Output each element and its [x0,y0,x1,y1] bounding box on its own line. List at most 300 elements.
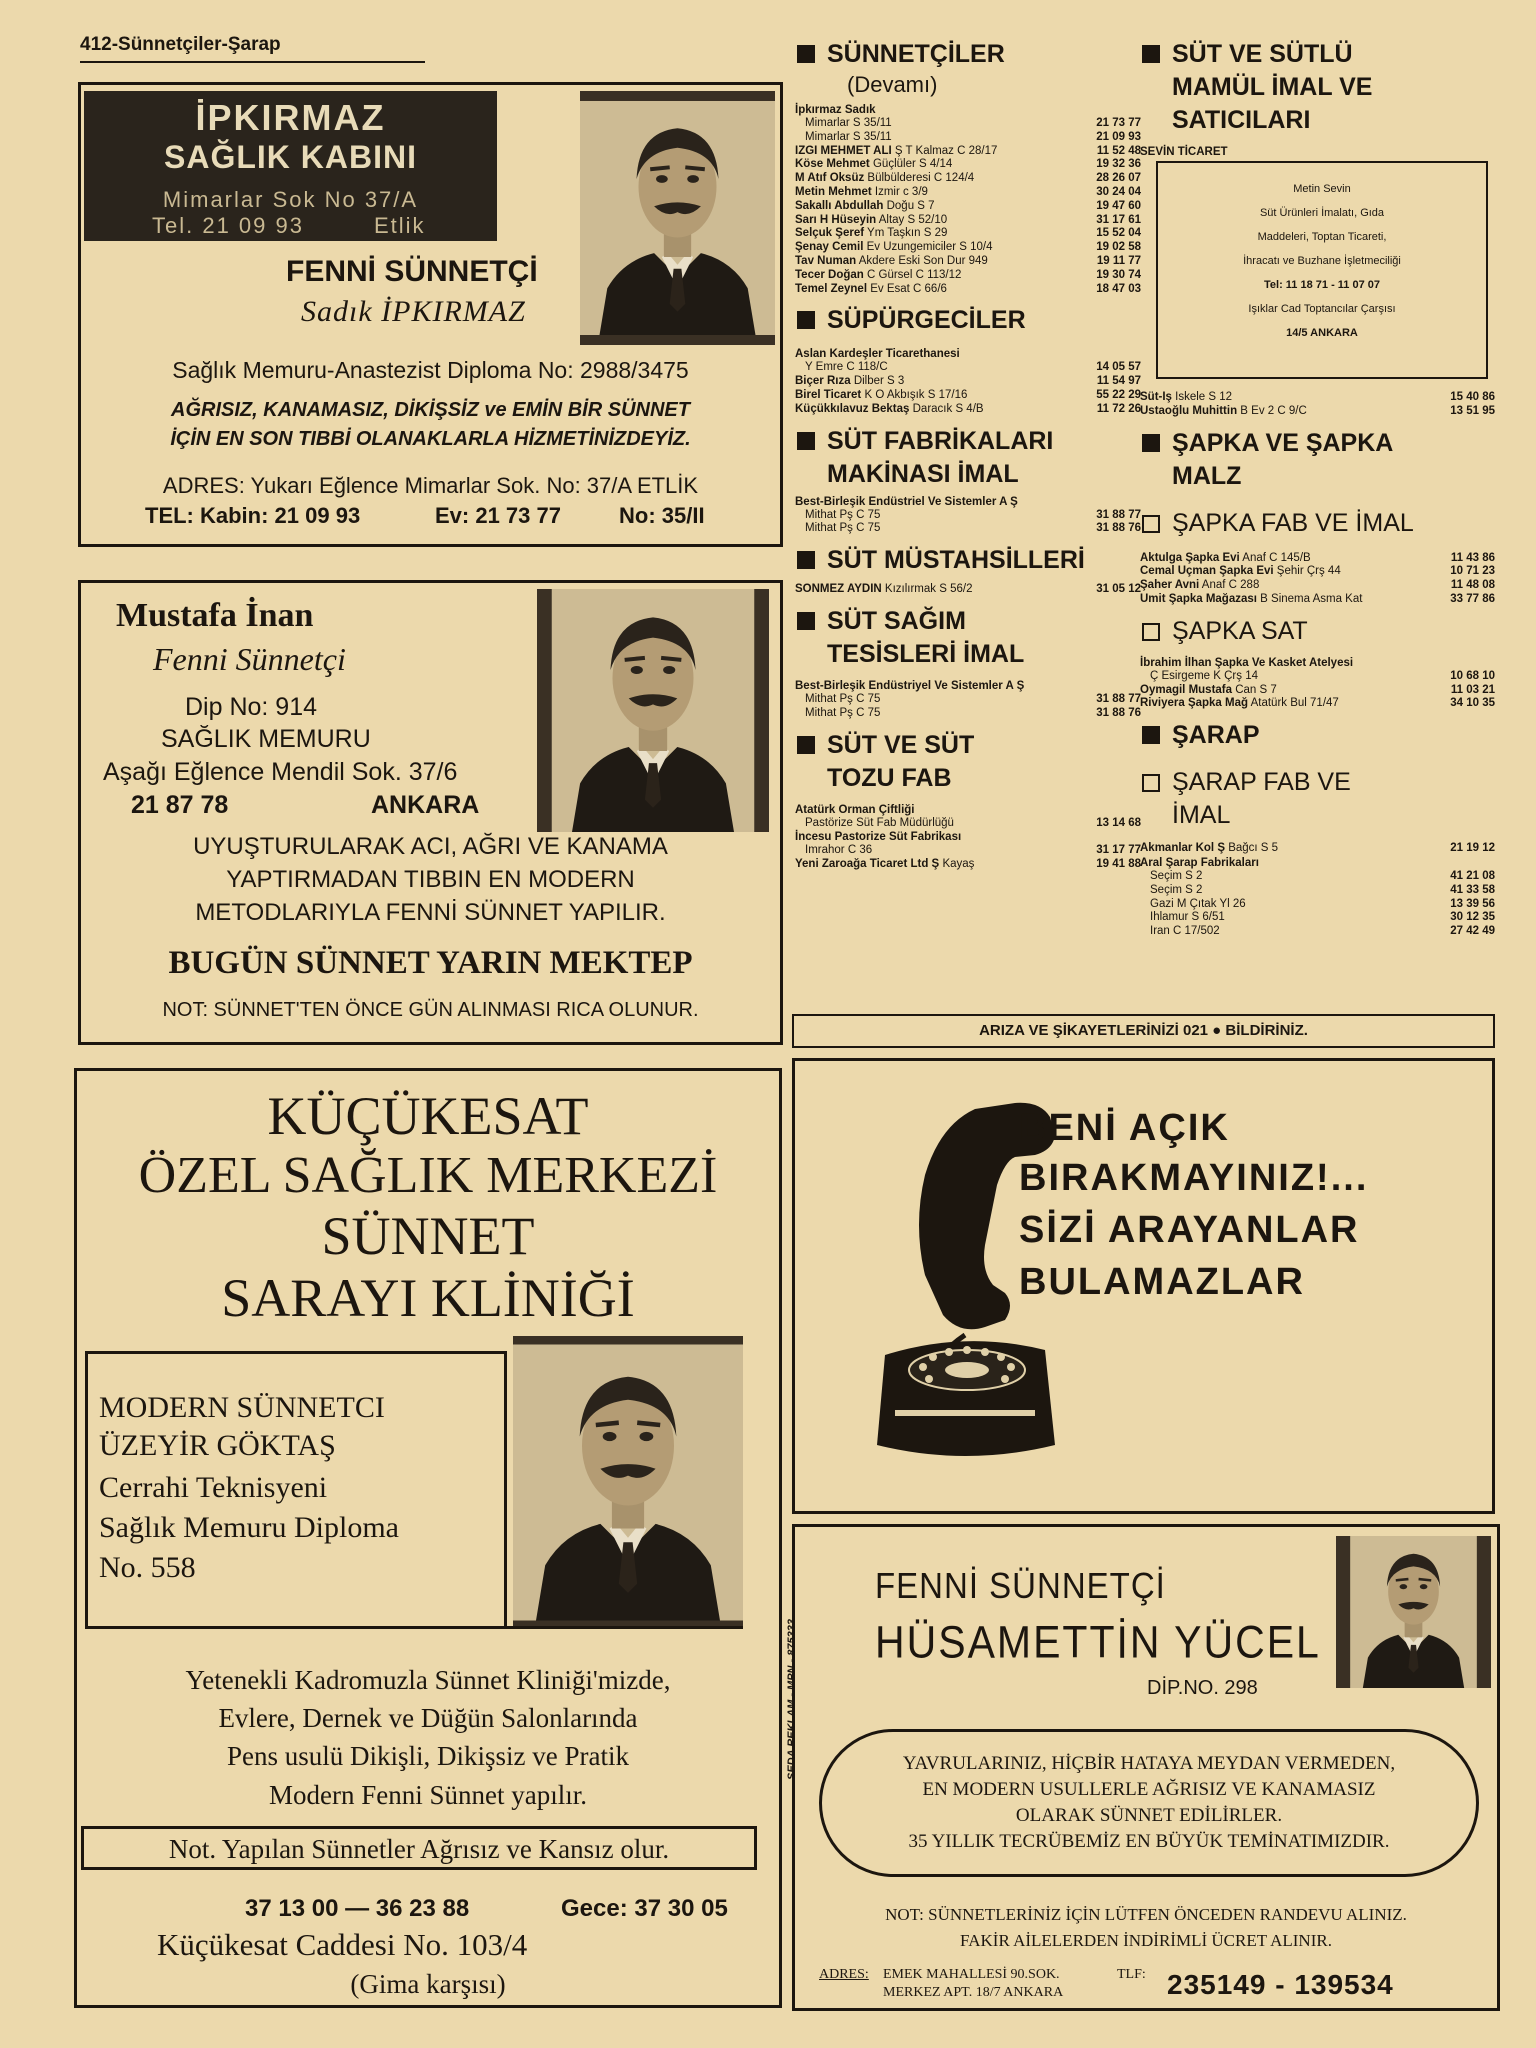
sevin-line: Süt Ürünleri İmalatı, Gıda [1259,207,1385,219]
listing-address: Ev Uzungemiciler S 10/4 [866,241,993,254]
listing-company-name: İbrahim İlhan Şapka Ve Kasket Atelyesi [1140,656,1354,669]
logo-line2: SAĞLIK KABINI [164,139,417,175]
listing-phone: 31 05 12 [1096,583,1141,596]
listing-person: Biçer Rıza [795,375,851,388]
heading-text: SÜPÜRGECİLER [827,306,1026,335]
listing-entry [1140,552,1495,566]
kucukesat-inner1: MODERN SÜNNETCI [99,1391,385,1424]
listing-phone: 19 11 77 [1096,254,1141,267]
listing-name [1140,565,1446,579]
sevin-line: Metin Sevin [1293,183,1351,195]
listing-phone: 41 21 08 [1450,869,1495,882]
listing-phone: 31 88 77 [1096,692,1141,705]
listing-person: Yeni Zaroağa Ticaret Ltd Ş [795,858,940,871]
sevin-line: İhracatı ve Buzhane İşletmeciliği [1243,255,1401,267]
listing-name [795,817,1092,831]
listing-phone: 11 48 08 [1450,579,1495,592]
kucukesat-inner4: Sağlık Memuru Diploma [99,1511,399,1544]
listing-name [1140,911,1446,925]
listing-entry [795,283,1141,297]
yucel-addr1: EMEK MAHALLESİ 90.SOK. [883,1967,1060,1982]
portrait-photo [580,91,775,345]
side-credit: SEDA REKLAM - MPN - 875333 [786,1619,798,1780]
listing-address: İhlamur S 6/51 [1150,911,1225,924]
yucel-tel-label: TLF: [1117,1967,1146,1982]
listing-phone: 14 05 57 [1096,361,1141,374]
listing-name [795,227,1092,241]
listing-name [1140,684,1447,698]
ipkirmaz-tel-kabin: TEL: Kabin: 21 09 93 [145,503,361,528]
heading-text: SÜT VE SÜT [827,730,975,759]
listing-person: Cemal Uçman Şapka Evi [1140,565,1274,578]
listing-company-name: Best-Birleşik Endüstriyel Ve Sistemler A Ş [795,679,1025,692]
heading-text: SÜT MÜSTAHSİLLERİ [827,546,1085,575]
listing-address: Mimarlar S 35/11 [805,117,892,129]
listing-name [795,214,1092,228]
heading-text: ŞAPKA SAT [1172,616,1308,645]
listing-name [795,255,1093,269]
kucukesat-line3: SÜNNET [321,1206,535,1266]
heading-sarap [1140,719,1495,752]
listing-phone: 30 12 35 [1450,911,1495,924]
listing-person: Küçükkılavuz Bektaş [795,402,910,415]
yucel-oval1: YAVRULARINIZ, HİÇBİR HATAYA MEYDAN VERMEDEN, [902,1753,1396,1774]
listing-entry [795,241,1141,255]
listing-address: Daracık S 4/B [912,402,984,415]
yucel-addr-label: ADRES: [819,1967,869,1982]
sevin-line: Işıklar Cad Toptancılar Çarşısı [1248,303,1396,315]
listing-address: Bülbülderesi C 124/4 [867,172,975,185]
listing-address: Ev Esat C 66/6 [870,282,947,295]
kucukesat-address: Küçükesat Caddesi No. 103/4 [157,1927,528,1962]
heading-sut-sutlu-3 [1140,104,1495,137]
listing-person: Tecer Doğan [795,268,864,281]
listing-name [795,131,1092,145]
kucukesat-phones: 37 13 00 — 36 23 88 [245,1895,470,1922]
logo-line3: Mimarlar Sok No 37/A [162,187,419,212]
listing-name [795,389,1092,403]
listing-address: B Ev 2 C 9/C [1240,404,1307,417]
inan-phone: 21 87 78 [131,791,229,819]
phone-line4: BULAMAZLAR [1019,1261,1305,1303]
listing-person: Selçuk Şeref [795,227,865,240]
listing-phone: 18 47 03 [1096,282,1141,295]
listing-name [795,522,1092,536]
listing-address: İran C 17/502 [1150,925,1220,938]
listing-name [1140,405,1446,419]
listing-company-name: İpkırmaz Sadık [795,104,876,116]
listing-address: Altay S 52/10 [878,213,948,226]
bullet-square-icon [1142,726,1160,744]
listing-person: İZGİ MEHMET ALİ [795,144,892,157]
phone-line1: BENİ AÇIK [1019,1107,1230,1149]
listing-phone: 33 77 86 [1450,592,1495,605]
portrait-photo [513,1336,743,1629]
inan-desc2: YAPTIRMADAN TIBBIN EN MODERN [226,866,635,893]
listing-entry [795,186,1141,200]
listing-entry [1140,593,1495,607]
listing-entry [1140,911,1495,925]
ad-ipkirmaz [78,82,783,547]
listing-phone: 19 30 74 [1096,268,1141,281]
listing-sapka-sat [1140,656,1495,711]
listing-address: Şehir Çrş 44 [1276,565,1341,578]
listing-address: Ç Esirgeme K Çrş 14 [1150,669,1259,682]
listing-entry [1140,898,1495,912]
listing-phone: 41 33 58 [1450,883,1495,896]
listing-phone: 10 71 23 [1450,565,1495,578]
listing-name [1140,579,1447,593]
listing-person: Temel Zeynel [795,282,868,295]
yucel-oval2: EN MODERN USULLERLE AĞRISIZ VE KANAMASIZ [922,1779,1376,1800]
listing-entry [795,858,1141,872]
listing-entry [795,844,1141,858]
listing-person: Ustaoğlu Muhittin [1140,404,1238,417]
listing-entry [795,693,1141,707]
inan-dip: Dip No: 914 [185,693,318,721]
listing-entry [1140,697,1495,711]
logo-line1: İPKIRMAZ [195,97,386,138]
listing-entry [795,117,1141,131]
listing-name [1140,884,1446,898]
heading-sunnetciler [795,38,1141,71]
listing-sut-mustahsilleri [795,583,1141,597]
listing-address: K Ö Akbışık S 17/16 [864,388,968,401]
listing-company-name: Best-Birleşik Endüstriel Ve Sistemler A Ş [795,495,1018,508]
listing-phone: 11 52 48 [1096,144,1141,157]
listing-address: Bağcı S 5 [1228,842,1279,855]
heading-text: MALZ [1172,461,1242,490]
sevin-label: SEVİN TİCARET [1140,146,1228,158]
listing-address: İzmir c 3/9 [874,185,928,198]
yucel-name: HÜSAMETTİN YÜCEL [875,1616,1321,1668]
header-rule [80,61,425,63]
bullet-square-icon [797,45,815,63]
listing-name [1140,870,1446,884]
heading-sarap-fab [1140,766,1495,799]
bullet-square-icon [797,311,815,329]
listing-address: C Gürsel C 113/12 [867,268,962,281]
directory-column-2 [1140,38,1495,939]
listing-address: Can S 7 [1235,683,1277,696]
listing-entry [795,269,1141,283]
heading-sut-sutlu-2 [1140,71,1495,104]
listing-name [795,509,1092,523]
listing-name [795,693,1092,707]
kucukesat-line4: SARAYI KLİNİĞİ [221,1268,635,1328]
ipkirmaz-title: FENNİ SÜNNETÇİ [286,255,538,288]
portrait-photo [1336,1536,1491,1688]
listing-person: Şenay Cemil [795,241,864,254]
listing-address: Mimarlar S 35/11 [805,130,892,143]
listing-entry [1140,684,1495,698]
bullet-square-icon [797,736,815,754]
listing-name [795,241,1092,255]
listing-phone: 11 54 97 [1096,375,1141,388]
logo-line4: Tel. 21 09 93 [152,213,304,238]
listing-name [795,403,1093,417]
listing-entry [1140,565,1495,579]
inan-desc1: UYUŞTURULARAK ACI, AĞRI VE KANAMA [193,833,668,860]
sevin-line: Tel: 11 18 71 - 11 07 07 [1264,279,1380,291]
heading-sut-mustahsilleri [795,544,1141,577]
inan-role: SAĞLIK MEMURU [161,725,371,753]
listing-phone: 15 40 86 [1450,391,1495,403]
listing-phone: 19 41 88 [1096,858,1141,871]
listing-entry [795,522,1141,536]
listing-name [1140,593,1446,607]
heading-sut-fab [795,425,1141,458]
listing-name [1140,898,1446,912]
directory-column-1 [795,38,1141,872]
inan-desc3: METODLARIYLA FENNİ SÜNNET YAPILIR. [195,899,666,926]
heading-sut-fab-2 [795,458,1141,491]
listing-entry [795,817,1141,831]
yucel-oval4: 35 YILLIK TECRÜBEMİZ EN BÜYÜK TEMİNATIMIZDIR. [908,1831,1390,1852]
listing-person: Ümit Şapka Mağazası [1140,592,1257,605]
listing-entry [795,403,1141,417]
listing-phone: 31 17 77 [1096,844,1141,857]
ad-phone [792,1058,1495,1514]
heading-text: SATICILARI [1172,106,1311,134]
listing-phone: 19 02 58 [1096,241,1141,254]
listing-entry [795,227,1141,241]
ipkirmaz-tel-ev: Ev: 21 73 77 [435,503,561,528]
heading-text: ŞARAP [1172,721,1260,750]
listing-address: Seçim S 2 [1150,869,1203,882]
yucel-dip: DİP.NO. 298 [1147,1677,1258,1699]
heading-sapka-fab [1140,507,1495,540]
listing-sut-sutlu [1140,391,1495,419]
ipkirmaz-address: ADRES: Yukarı Eğlence Mimarlar Sok. No: 37/A ETLİK [162,473,699,498]
listing-address: Mithat Pş C 75 [805,692,881,705]
listing-phone: 11 03 21 [1450,683,1495,696]
listing-phone: 10 68 10 [1450,669,1495,682]
listing-name [795,583,1092,597]
listing-sut-fab [795,495,1141,537]
kucukesat-desc4: Modern Fenni Sünnet yapılır. [269,1780,587,1810]
listing-entry [795,214,1141,228]
heading-sarap-fab-2 [1140,799,1495,832]
heading-text: SÜT VE SÜTLÜ [1172,40,1353,68]
portrait-photo [537,589,769,832]
listing-entry [1140,405,1495,419]
yucel-title: FENNİ SÜNNETÇİ [875,1565,1166,1606]
listing-name [795,361,1092,375]
ad-inan [78,580,783,1045]
bullet-square-icon [1142,434,1160,452]
kucukesat-landmark: (Gima karşısı) [350,1969,506,1999]
listing-phone: 19 47 60 [1096,199,1141,212]
heading-text: SÜNNETÇİLER [827,40,1005,68]
kucukesat-desc3: Pens usulü Dikişli, Dikişsiz ve Pratik [226,1741,629,1771]
listing-sut-tozu [795,803,1141,872]
kucukesat-inner-rule [507,1626,743,1629]
listing-person: Birel Ticaret [795,388,862,401]
listing-address: Kayaş [942,858,975,871]
listing-entry [1140,870,1495,884]
yucel-oval3: OLARAK SÜNNET EDİLİRLER. [1015,1805,1283,1826]
bullet-square-icon [797,612,815,630]
inan-slogan: BUGÜN SÜNNET YARIN MEKTEP [168,945,693,981]
listing-phone: 19 32 36 [1096,158,1141,171]
page-title: 412-Sünnetçiler-Şarap [80,34,281,55]
yucel-phones: 235149 - 139534 [1167,1969,1394,2000]
listing-phone: 31 88 76 [1096,522,1141,535]
listing-phone: 11 43 86 [1450,551,1495,564]
listing-address: Doğu S 7 [886,199,935,212]
listing-name [795,186,1092,200]
heading-text: MAKİNASI İMAL [827,459,1019,488]
listing-phone: 21 19 12 [1450,842,1495,855]
listing-name [795,858,1092,872]
ad-kucukesat [74,1068,782,2008]
ipkirmaz-tel-no: No: 35/II [619,503,705,528]
ipkirmaz-logo [84,91,497,241]
listing-phone: 21 73 77 [1096,117,1141,129]
listing-address: Seçim S 2 [1150,883,1203,896]
listing-person: SÖNMEZ AYDIN [795,583,882,596]
listing-name [795,145,1093,159]
listing-company-name: Atatürk Orman Çiftliği [795,803,915,816]
ariza-bar: ARIZA VE ŞİKAYETLERİNİZİ 021 ● BİLDİRİNİZ. [792,1014,1495,1048]
ipkirmaz-slogan1: AĞRISIZ, KANAMASIZ, DİKİŞSİZ ve EMİN BİR SÜNNET [171,399,690,421]
kucukesat-line2: ÖZEL SAĞLIK MERKEZİ [138,1147,718,1204]
listing-entry [795,389,1141,403]
listing-name [795,844,1092,858]
logo-line4b: Etlik [374,213,426,238]
kucukesat-night: Gece: 37 30 05 [561,1895,728,1922]
listing-entry [795,131,1141,145]
ad-yucel [792,1524,1500,2011]
heading-sapka [1140,427,1495,460]
listing-phone: 31 88 76 [1096,706,1141,719]
heading-supurgeciler [795,304,1141,337]
bullet-square-icon [797,551,815,569]
listing-entry [1140,842,1495,856]
listing-sunnetciler [795,103,1141,296]
heading-devami: (Devamı) [847,72,938,97]
listing-person: Köse Mehmet [795,158,870,171]
listing-phone: 13 14 68 [1096,816,1141,829]
listing-address: İmrahor C 36 [805,844,873,857]
listing-name [1140,552,1447,566]
sevin-line: Maddeleri, Toptan Ticareti, [1257,231,1387,243]
listing-phone: 31 17 61 [1096,213,1141,226]
listing-person: Tav Numan [795,254,857,267]
listing-person: Sakallı Abdullah [795,199,884,212]
listing-person: Oymagil Mustafa [1140,683,1233,696]
checkbox-square-icon [1142,774,1160,792]
heading-text: MAMÜL İMAL VE [1172,73,1373,101]
listing-name [1140,670,1446,684]
kucukesat-inner2: ÜZEYİR GÖKTAŞ [99,1429,336,1462]
sevin-line: 14/5 ANKARA [1286,327,1358,339]
listing-company-name: Aslan Kardeşler Ticarethanesi [795,348,960,361]
listing-name [795,158,1092,172]
yucel-note1: NOT: SÜNNETLERİNİZ İÇİN LÜTFEN ÖNCEDEN RANDEVU ALINIZ. [885,1905,1407,1924]
listing-phone: 11 72 26 [1096,402,1141,415]
listing-name [795,172,1092,186]
listing-address: Kızılırmak S 56/2 [884,583,973,596]
heading-text: SÜT FABRİKALARI [827,426,1054,455]
listing-phone: 21 09 93 [1096,130,1141,143]
kucukesat-inner5: No. 558 [99,1551,196,1584]
listing-address: Anaf C 288 [1201,579,1260,592]
phone-line3: SİZİ ARAYANLAR [1019,1209,1360,1251]
listing-person: Aktulga Şapka Evi [1140,551,1240,564]
listing-person: Akmanlar Kol Ş [1140,842,1225,855]
listing-name [795,283,1092,297]
listing-entry [795,375,1141,389]
listing-phone: 15 52 04 [1096,227,1141,240]
kucukesat-inner3: Cerrahi Teknisyeni [99,1471,328,1504]
heading-text: ŞAPKA FAB VE İMAL [1172,508,1414,537]
listing-address: İskele S 12 [1175,391,1233,403]
listing-address: Mithat Pş C 75 [805,522,881,535]
inan-name: Mustafa İnan [116,597,314,634]
listing-entry [1140,391,1495,405]
listing-address: Güçlüler S 4/14 [872,158,953,171]
listing-phone: 31 88 77 [1096,508,1141,521]
listing-entry [795,158,1141,172]
kucukesat-note: Not. Yapılan Sünnetler Ağrısız ve Kansız olur. [81,1826,757,1870]
listing-entry [795,583,1141,597]
listing-address: Pastörize Süt Fab Müdürlüğü [805,816,954,829]
listing-person: Süt-İş [1140,391,1172,403]
kucukesat-desc2: Evlere, Dernek ve Düğün Salonlarında [218,1703,638,1733]
heading-sut-tozu [795,729,1141,762]
listing-entry [1140,884,1495,898]
heading-sut-sagim-2 [795,638,1141,671]
listing-sarap-fab [1140,842,1495,939]
listing-name [1140,925,1446,939]
listing-address: Anaf C 145/B [1242,551,1311,564]
listing-name [795,200,1092,214]
listing-phone: 13 39 56 [1450,897,1495,910]
listing-name [795,269,1092,283]
listing-address: Gazi M Çıtak Yl 26 [1150,897,1246,910]
heading-text: SÜT SAĞIM [827,606,966,635]
listing-address: Dilber S 3 [853,375,905,388]
kucukesat-desc1: Yetenekli Kadromuzla Sünnet Kliniği'mizde, [185,1665,671,1695]
listing-entry [1140,579,1495,593]
listing-phone: 30 24 04 [1096,185,1141,198]
inan-note: NOT: SÜNNET'TEN ÖNCE GÜN ALINMASI RICA OLUNUR. [162,999,699,1021]
heading-sut-sutlu [1140,38,1495,71]
listing-address: Ş T Kalmaz C 28/17 [894,144,998,157]
yucel-oval [819,1729,1479,1877]
listing-name [1140,391,1446,405]
listing-entry [795,255,1141,269]
listing-sut-sagim [795,679,1141,721]
listing-phone: 28 26 07 [1096,172,1141,185]
heading-sut-tozu-2 [795,762,1141,795]
listing-supurgeciler [795,347,1141,416]
inan-title: Fenni Sünnetçi [153,641,346,677]
listing-phone: 13 51 95 [1450,404,1495,417]
listing-address: Atatürk Bul 71/47 [1250,697,1339,710]
listing-entry [795,200,1141,214]
heading-text: İMAL [1172,801,1231,830]
checkbox-square-icon [1142,515,1160,533]
sevin-ticaret-box [1156,161,1488,379]
ipkirmaz-slogan2: İÇİN EN SON TIBBİ OLANAKLARLA HİZMETİNİZDEYİZ. [170,428,691,450]
heading-sapka-sat [1140,615,1495,648]
ipkirmaz-name: Sadık İPKIRMAZ [301,295,526,328]
yucel-note2: FAKİR AİLELERDEN İNDİRİMLİ ÜCRET ALINIR. [960,1931,1332,1950]
inan-address: Aşağı Eğlence Mendil Sok. 37/6 [103,758,458,786]
